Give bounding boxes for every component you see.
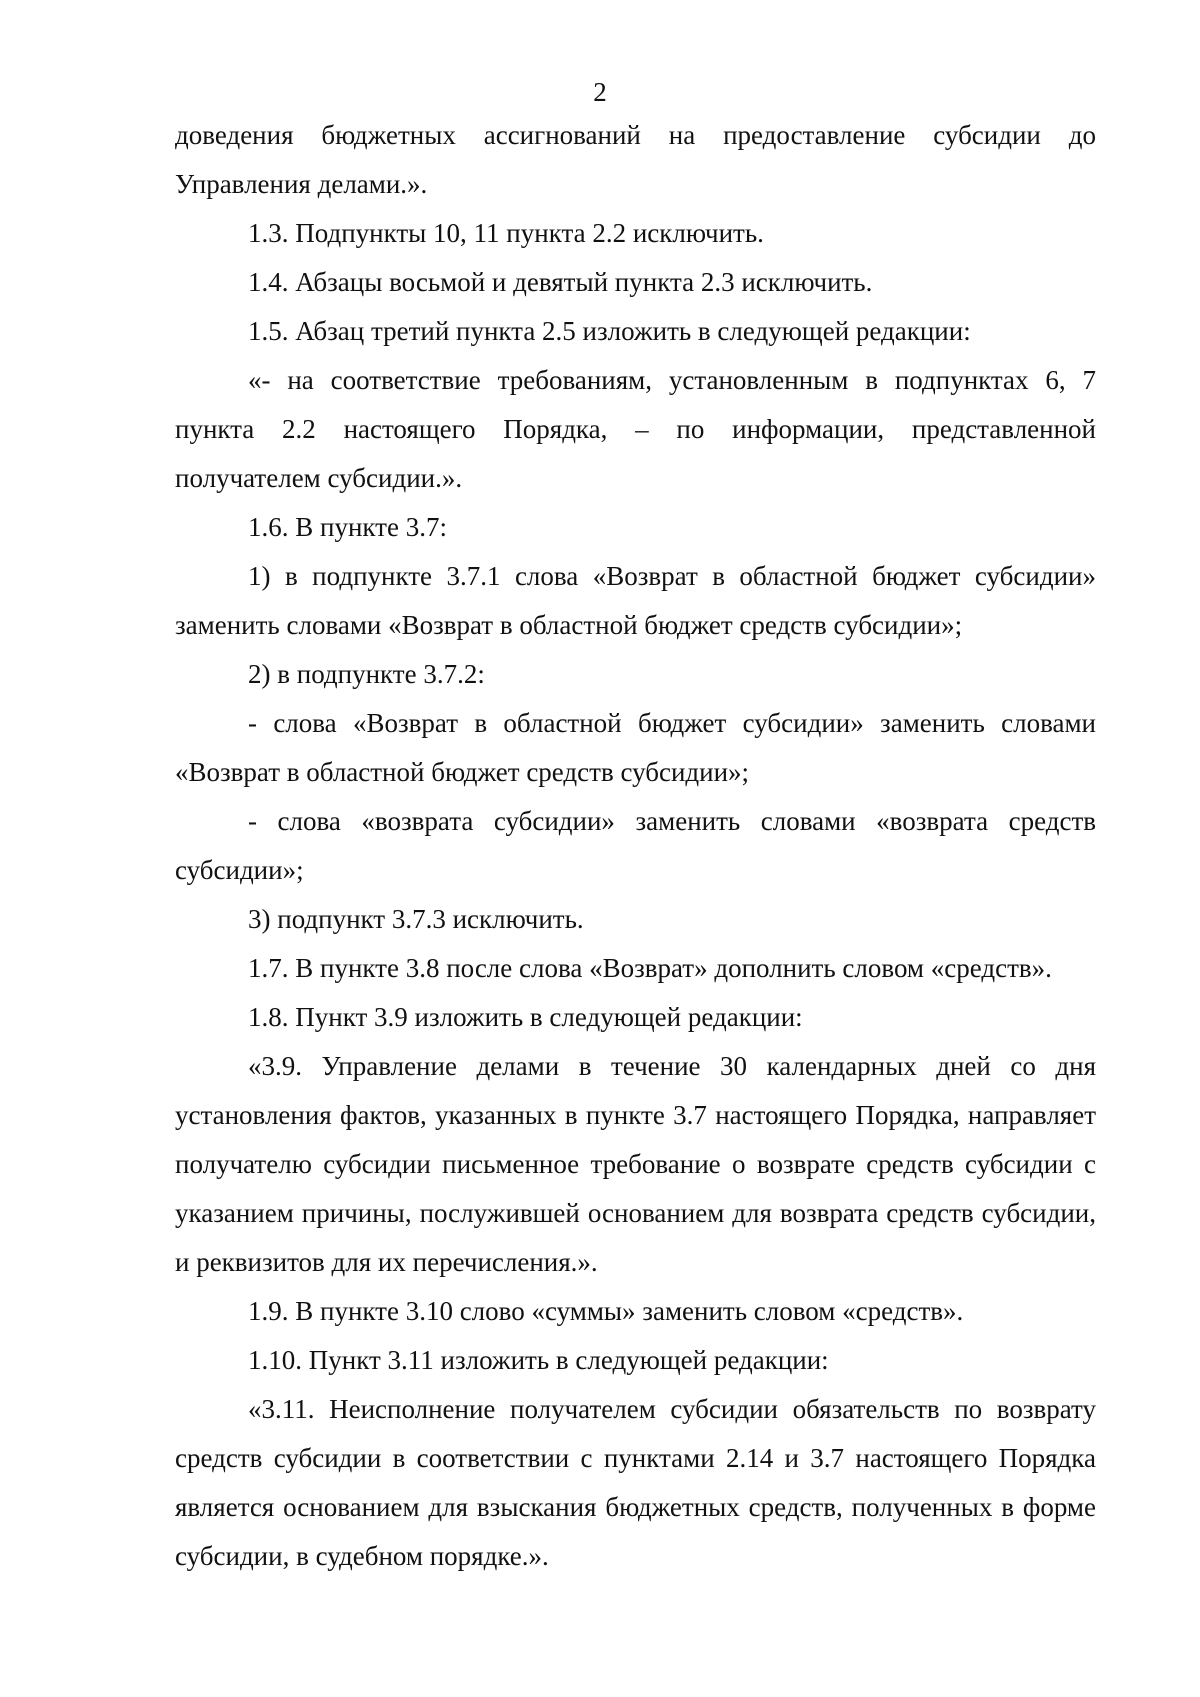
paragraph-1-9: 1.9. В пункте 3.10 слово «суммы» заменить словом «средств». — [248, 1296, 964, 1326]
paragraph-1-6-item-2: 2) в подпункте 3.7.2: — [248, 659, 485, 689]
document-body — [175, 111, 1096, 1581]
paragraph-1-6-item-1: 1) в подпункте 3.7.1 слова «Возврат в областной бюджет субсидии» заменить словами «Возврат в областной бюджет средств субсидии»; — [175, 561, 1096, 640]
paragraph-1-6-item-2-dash-1: - слова «Возврат в областной бюджет субсидии» заменить словами «Возврат в областной бюджет средств субсидии»; — [175, 708, 1096, 787]
paragraph-1-8-quote: «3.9. Управление делами в течение 30 календарных дней со дня установления фактов, указанных в пункте 3.7 настоящего Порядка, направляет получателю субсидии письменное требование о возврате средств субсидии с указанием причины, послужившей основанием для возврата средств субсидии, и реквизитов для их перечисления.». — [175, 1051, 1096, 1277]
paragraph-1-5-quote: «- на соответствие требованиям, установленным в подпунктах 6, 7 пункта 2.2 настоящего Порядка, – по информации, представленной получателем субсидии.». — [175, 365, 1096, 493]
paragraph-1-6-item-3: 3) подпункт 3.7.3 исключить. — [248, 904, 584, 934]
paragraph-1-10-quote: «3.11. Неисполнение получателем субсидии обязательств по возврату средств субсидии в соответствии с пунктами 2.14 и 3.7 настоящего Порядка является основанием для взыскания бюджетных средств, полученных в форме субсидии, в судебном порядке.». — [175, 1394, 1096, 1571]
paragraph-1-10: 1.10. Пункт 3.11 изложить в следующей редакции: — [248, 1345, 829, 1375]
paragraph-continuation: доведения бюджетных ассигнований на предоставление субсидии до Управления делами.». — [175, 120, 1096, 199]
paragraph-1-8: 1.8. Пункт 3.9 изложить в следующей редакции: — [248, 1002, 803, 1032]
paragraph-1-4: 1.4. Абзацы восьмой и девятый пункта 2.3 исключить. — [248, 267, 873, 297]
paragraph-1-3: 1.3. Подпункты 10, 11 пункта 2.2 исключить. — [248, 218, 764, 248]
paragraph-1-6: 1.6. В пункте 3.7: — [248, 512, 447, 542]
paragraph-1-7: 1.7. В пункте 3.8 после слова «Возврат» дополнить словом «средств». — [248, 953, 1052, 983]
page-number: 2 — [593, 77, 607, 107]
paragraph-1-6-item-2-dash-2: - слова «возврата субсидии» заменить словами «возврата средств субсидии»; — [175, 806, 1096, 885]
paragraph-1-5: 1.5. Абзац третий пункта 2.5 изложить в следующей редакции: — [248, 316, 971, 346]
